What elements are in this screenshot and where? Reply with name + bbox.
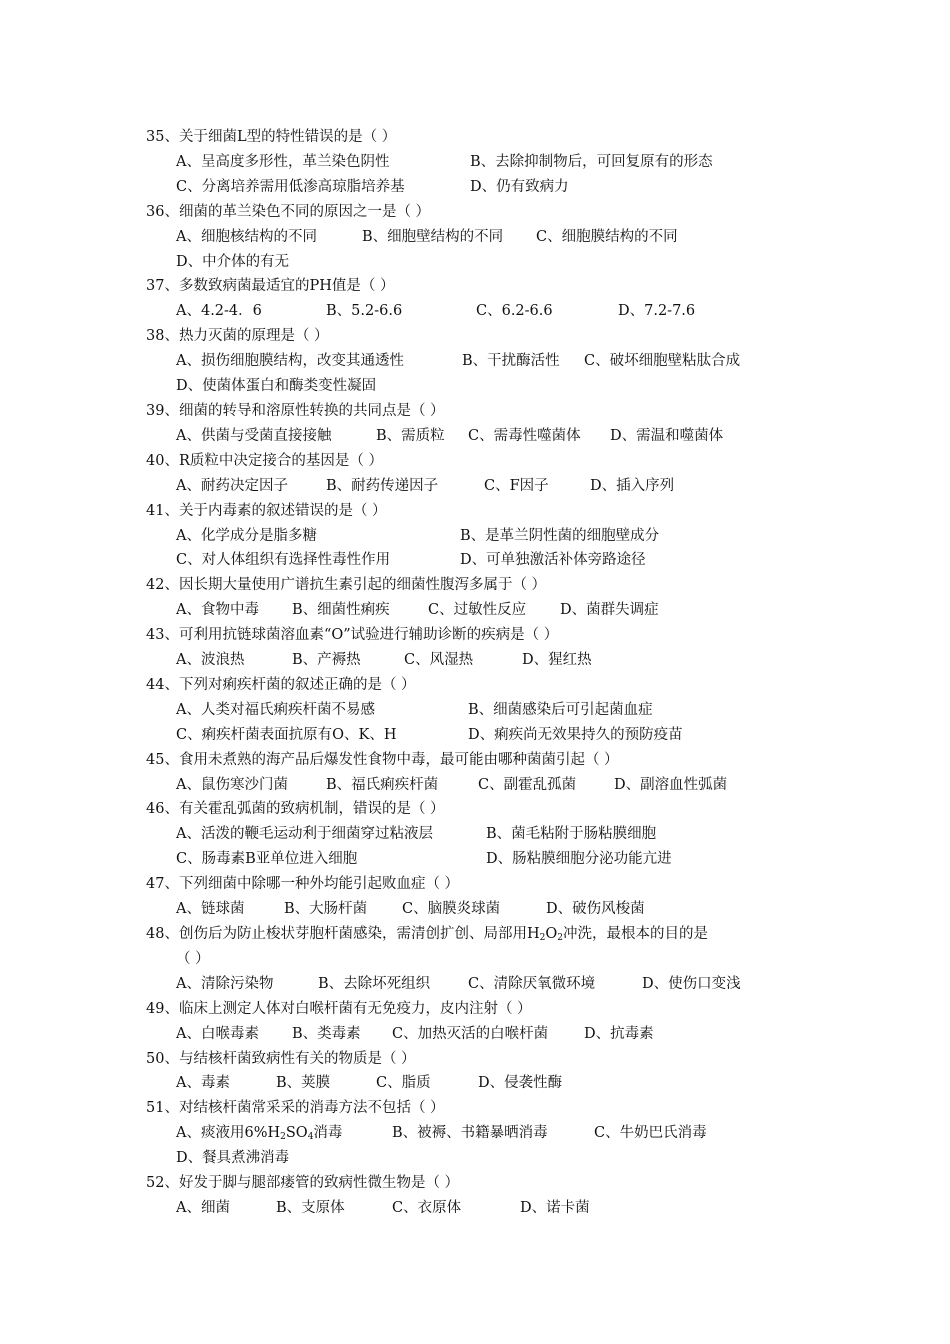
options-row [176, 548, 836, 573]
question-number: 43 [146, 627, 165, 644]
option-c: C、破坏细胞壁粘肽合成 [584, 353, 741, 370]
option-a: A、清除污染物 [176, 975, 274, 992]
question-44 [146, 673, 836, 698]
question-stem: 、食用未煮熟的海产品后爆发性食物中毒，最可能由哪种菌菌引起（ ） [164, 751, 619, 768]
subscript: 2 [539, 933, 546, 943]
question-36 [146, 200, 836, 225]
question-number: 48 [146, 926, 165, 942]
option-d: D、需温和噬菌体 [610, 427, 724, 444]
question-39 [146, 399, 836, 424]
question-stem-part: O [545, 926, 558, 942]
option-b: B、大肠杆菌 [284, 901, 368, 918]
option-c: C、衣原体 [392, 1199, 462, 1216]
options-row [176, 822, 836, 847]
question-stem-continuation: （ ） [176, 950, 210, 967]
option-c: C、过敏性反应 [428, 602, 527, 619]
options-row [176, 1022, 836, 1047]
question-37 [146, 274, 836, 299]
option-b: B、福氏痢疾杆菌 [326, 776, 439, 793]
option-c: C、脑膜炎球菌 [402, 901, 501, 918]
option-b: B、类毒素 [292, 1025, 361, 1042]
option-c: C、牛奶巴氏消毒 [594, 1125, 707, 1142]
question-stem: 、多数致病菌最适宜的PH值是（ ） [164, 278, 395, 295]
option-c: C、痢疾杆菌表面抗原有O、K、H [176, 726, 397, 743]
option-d: D、7.2-7.6 [618, 303, 696, 320]
option-a: A、毒素 [176, 1075, 230, 1092]
question-stem: 、R质粒中决定接合的基因是（ ） [164, 452, 383, 469]
options-row [176, 150, 836, 175]
question-52 [146, 1171, 836, 1196]
options-row [176, 374, 836, 399]
options-row [176, 972, 836, 997]
option-b: B、干扰酶活性 [462, 353, 560, 370]
question-stem: 、好发于脚与腿部瘘管的致病性微生物是（ ） [164, 1175, 460, 1192]
question-number: 38 [146, 328, 165, 345]
question-45 [146, 748, 836, 773]
option-b: B、荚膜 [276, 1075, 331, 1092]
question-number: 39 [146, 402, 165, 419]
option-d: D、肠粘膜细胞分泌功能亢进 [486, 851, 672, 868]
option-a: A、波浪热 [176, 652, 245, 669]
option-a: A、细胞核结构的不同 [176, 228, 317, 245]
option-a: A、供菌与受菌直接接触 [176, 427, 332, 444]
question-number: 36 [146, 203, 165, 220]
question-number: 45 [146, 751, 165, 768]
option-a: A、白喉毒素 [176, 1025, 259, 1042]
options-row [176, 773, 836, 798]
option-d: D、破伤风梭菌 [546, 901, 645, 918]
option-d: D、抗毒素 [584, 1025, 654, 1042]
option-d: D、菌群失调症 [560, 602, 659, 619]
question-50 [146, 1047, 836, 1072]
question-stem: 、热力灭菌的原理是（ ） [164, 328, 329, 345]
options-row [176, 1121, 836, 1146]
question-number: 42 [146, 577, 165, 594]
question-stem: 、关于内毒素的叙述错误的是（ ） [164, 502, 387, 519]
question-stem: 、有关霍乱弧菌的致病机制，错误的是（ ） [164, 801, 445, 818]
options-row [176, 648, 836, 673]
question-number: 50 [146, 1050, 165, 1067]
option-a: A、耐药决定因子 [176, 477, 288, 494]
subscript: 4 [307, 1132, 314, 1143]
options-row [176, 698, 836, 723]
option-d: D、痢疾尚无效果持久的预防疫苗 [468, 726, 683, 743]
options-row [176, 225, 836, 250]
option-a-text: 消毒 [313, 1125, 343, 1142]
question-number: 40 [146, 452, 165, 469]
question-41 [146, 499, 836, 524]
question-stem: 、创伤后为防止梭状芽胞杆菌感染，需清创扩创、局部用H [164, 926, 540, 942]
subscript: 2 [557, 933, 563, 943]
question-number: 49 [146, 1000, 165, 1017]
question-stem: 、临床上测定人体对白喉杆菌有无免疫力，皮内注射（ ） [164, 1000, 532, 1017]
option-c: C、加热灭活的白喉杆菌 [392, 1025, 549, 1042]
option-a: A、食物中毒 [176, 602, 259, 619]
question-35 [146, 125, 836, 150]
question-40 [146, 449, 836, 474]
option-b: B、被褥、书籍暴晒消毒 [392, 1125, 548, 1142]
option-a: A、损伤细胞膜结构，改变其通透性 [176, 353, 404, 370]
option-c: C、F因子 [484, 477, 549, 494]
option-a: A、化学成分是脂多糖 [176, 527, 317, 544]
option-b: B、耐药传递因子 [326, 477, 439, 494]
option-b: B、是革兰阴性菌的细胞壁成分 [460, 527, 660, 544]
question-stem: 、因长期大量使用广谱抗生素引起的细菌性腹泻多属于（ ） [164, 577, 547, 594]
option-c: C、副霍乱孤菌 [478, 776, 577, 793]
option-b: B、去除抑制物后，可回复原有的形态 [470, 153, 713, 170]
option-a: A、呈高度多形性，革兰染色阴性 [176, 153, 390, 170]
question-stem: 、关于细菌L型的特性错误的是（ ） [164, 129, 397, 145]
option-b: B、5.2-6.6 [326, 303, 403, 320]
option-d: D、侵袭性酶 [478, 1075, 563, 1092]
options-row [176, 1146, 836, 1171]
option-a: A、鼠伤寒沙门菌 [176, 776, 288, 793]
option-b: B、菌毛粘附于肠粘膜细胞 [486, 826, 657, 843]
question-42 [146, 573, 836, 598]
subscript: 2 [280, 1132, 286, 1143]
option-b: B、去除坏死组织 [318, 975, 431, 992]
option-a: A、人类对福氏痢疾杆菌不易感 [176, 701, 375, 718]
option-a: A、细菌 [176, 1199, 230, 1216]
option-b: B、需质粒 [376, 427, 445, 444]
option-c: C、对人体组织有选择性毒性作用 [176, 552, 391, 569]
option-b: B、细菌性痢疾 [292, 602, 390, 619]
options-row [176, 299, 836, 324]
options-row [176, 474, 836, 499]
option-d: D、中介体的有无 [176, 253, 290, 270]
option-b: B、细菌感染后可引起菌血症 [468, 701, 653, 718]
options-row [176, 524, 836, 549]
question-number: 37 [146, 278, 165, 295]
option-d: D、仍有致病力 [470, 178, 569, 195]
question-stem: 、细菌的革兰染色不同的原因之一是（ ） [164, 203, 431, 220]
question-number: 47 [146, 876, 165, 893]
option-c: C、清除厌氧微环境 [468, 975, 596, 992]
options-row [176, 1196, 836, 1221]
option-a-text: A、痰液用6%H [176, 1125, 281, 1142]
option-d: D、使菌体蛋白和酶类变性凝固 [176, 378, 377, 395]
question-stem-part: 冲洗，最根本的目的是 [562, 926, 708, 942]
question-51 [146, 1096, 836, 1121]
question-49 [146, 997, 836, 1022]
question-stem: 、可利用抗链球菌溶血素“O”试验进行辅助诊断的疾病是（ ） [164, 627, 559, 644]
options-row [176, 723, 836, 748]
question-number: 51 [146, 1100, 165, 1117]
option-b: B、产褥热 [292, 652, 361, 669]
options-row [176, 349, 836, 374]
options-row [176, 250, 836, 275]
option-b: B、支原体 [276, 1199, 345, 1216]
options-row [176, 598, 836, 623]
option-c: C、肠毒素B亚单位进入细胞 [176, 851, 358, 868]
options-row [176, 897, 836, 922]
options-row [176, 847, 836, 872]
option-c: C、分离培养需用低渗高琼脂培养基 [176, 178, 405, 195]
option-a: A、链球菌 [176, 901, 245, 918]
question-stem: 、下列细菌中除哪一种外均能引起败血症（ ） [164, 876, 460, 893]
option-c: C、6.2-6.6 [476, 303, 553, 320]
question-47 [146, 872, 836, 897]
option-a [176, 1121, 392, 1146]
option-c: C、脂质 [376, 1075, 431, 1092]
question-number: 35 [146, 129, 165, 145]
question-43 [146, 623, 836, 648]
option-d: D、诺卡菌 [520, 1199, 590, 1216]
question-stem: 、与结核杆菌致病性有关的物质是（ ） [164, 1050, 416, 1067]
question-38 [146, 324, 836, 349]
option-a-text: SO [285, 1125, 308, 1142]
option-c: C、细胞膜结构的不同 [536, 228, 678, 245]
options-row [176, 1071, 836, 1096]
option-d: D、可单独激活补体旁路途径 [460, 552, 646, 569]
option-d: D、猩红热 [522, 652, 592, 669]
question-list [146, 125, 836, 1221]
question-number: 44 [146, 676, 165, 693]
question-number: 52 [146, 1175, 165, 1192]
question-stem: 、细菌的转导和溶原性转换的共同点是（ ） [164, 402, 445, 419]
option-d: D、餐具煮沸消毒 [176, 1150, 290, 1167]
option-c: C、需毒性噬菌体 [468, 427, 581, 444]
question-stem: 、下列对痢疾杆菌的叙述正确的是（ ） [164, 676, 416, 693]
question-number: 46 [146, 801, 165, 818]
question-number: 41 [146, 502, 165, 519]
option-d: D、副溶血性弧菌 [614, 776, 728, 793]
option-b: B、细胞壁结构的不同 [362, 228, 504, 245]
option-c: C、风湿热 [404, 652, 474, 669]
options-row [176, 424, 836, 449]
option-d: D、插入序列 [590, 477, 675, 494]
option-a: A、活泼的鞭毛运动利于细菌穿过粘液层 [176, 826, 433, 843]
options-row [176, 175, 836, 200]
option-a: A、4.2-4．6 [176, 303, 262, 320]
option-d: D、使伤口变浅 [642, 975, 741, 992]
question-stem: 、对结核杆菌常采采的消毒方法不包括（ ） [164, 1100, 445, 1117]
question-46 [146, 797, 836, 822]
question-48 [146, 922, 836, 947]
